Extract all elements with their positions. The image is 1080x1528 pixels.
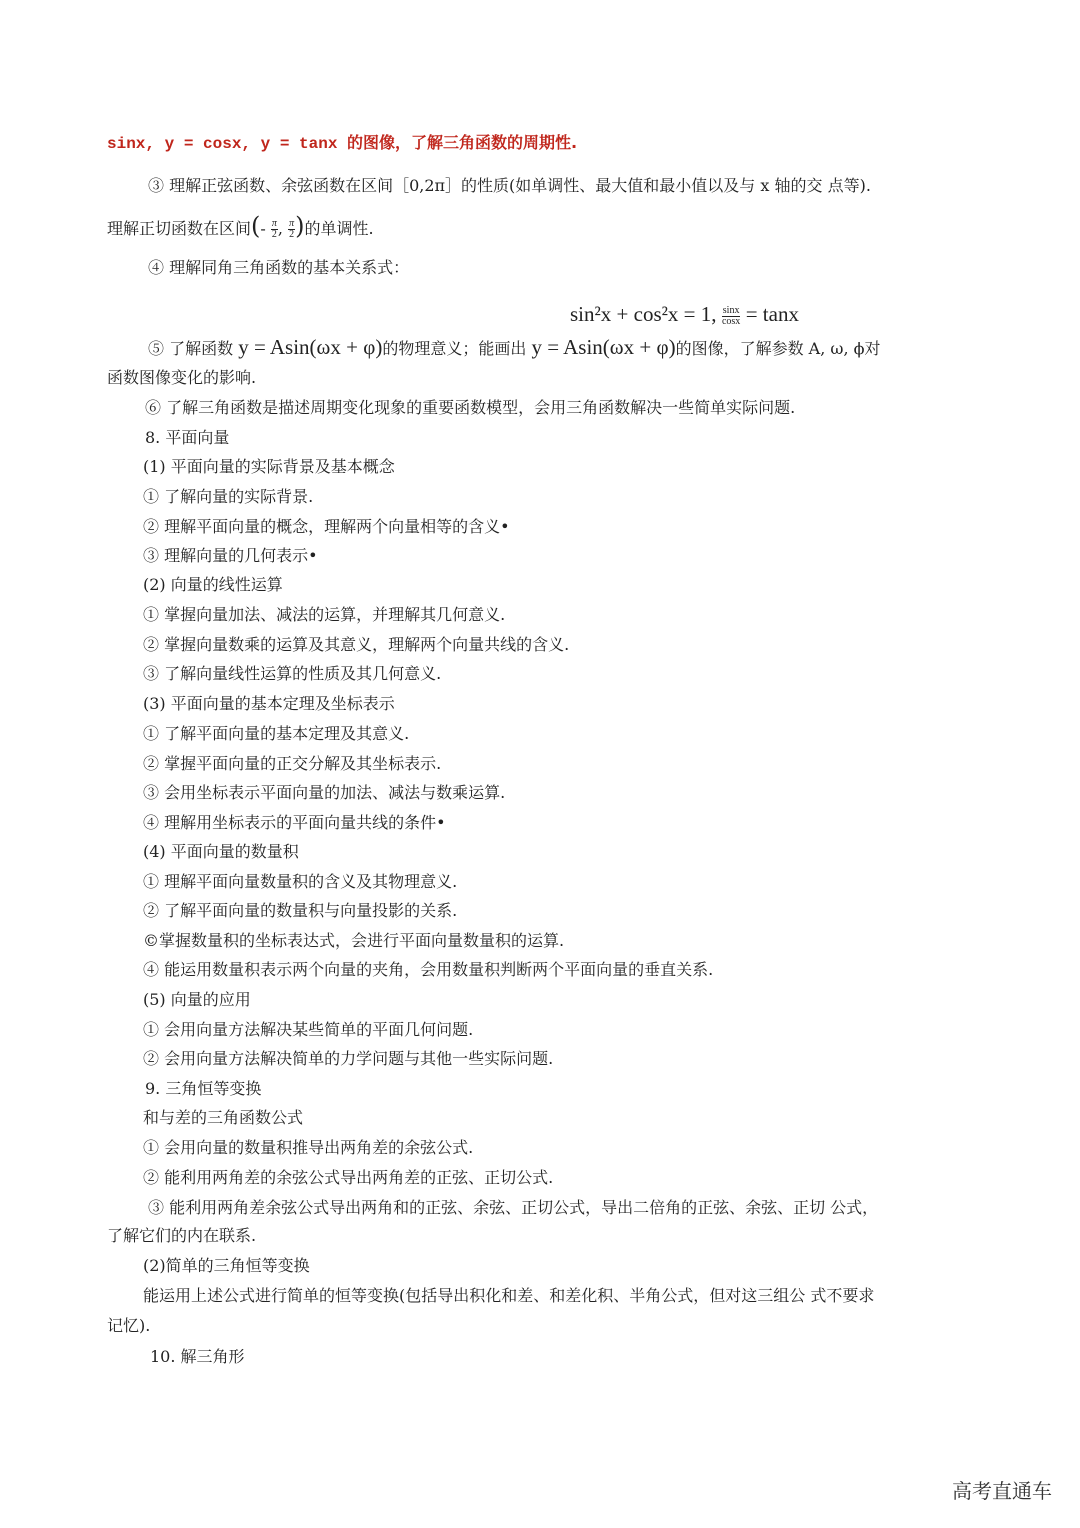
- red-line: [107, 133, 577, 154]
- text-line: ① 了解平面向量的基本定理及其意义.: [143, 724, 410, 743]
- line-3b-pre: 理解正切函数在区间: [107, 219, 252, 238]
- text-line: ©掌握数量积的坐标表达式，会进行平面向量数量积的运算.: [143, 931, 565, 950]
- red-line-math: sinx, y = cosx, y = tanx: [107, 135, 338, 153]
- line-5b: 函数图像变化的影响.: [107, 368, 257, 387]
- section-heading: 10. 解三角形: [150, 1347, 245, 1366]
- text-line: ① 会用向量方法解决某些简单的平面几何问题.: [143, 1020, 474, 1039]
- line-4: ④ 理解同角三角函数的基本关系式：: [148, 258, 410, 277]
- text-line: ③ 会用坐标表示平面向量的加法、减法与数乘运算.: [143, 783, 506, 802]
- text-line: ⑥ 了解三角函数是描述周期变化现象的重要函数模型，会用三角函数解决一些简单实际问题.: [145, 398, 796, 417]
- line-5-post: 的图像，了解参数 A, ω, ϕ对: [675, 339, 881, 358]
- line-3b-post: 的单调性.: [304, 219, 374, 238]
- text-line: ③ 能利用两角差余弦公式导出两角和的正弦、余弦、正切公式，导出二倍角的正弦、余弦、正切 公式，: [148, 1198, 879, 1217]
- text-line: ② 掌握向量数乘的运算及其意义，理解两个向量共线的含义.: [143, 635, 570, 654]
- text-line: ② 了解平面向量的数量积与向量投影的关系.: [143, 901, 458, 920]
- identity-part1: sin²x + cos²x = 1,: [570, 302, 717, 326]
- line-3b: 理解正切函数在区间(- $\frac{\pi}{2}$ , $\frac{\pi}{2}$ )的单调性.: [107, 212, 374, 240]
- fraction-pi-2b: $\frac{\pi}{2}$: [289, 218, 295, 240]
- section-heading: 8. 平面向量: [145, 428, 230, 447]
- text-line: ③ 了解向量线性运算的性质及其几何意义.: [143, 664, 442, 683]
- subsection-heading: (2)简单的三角恒等变换: [143, 1256, 310, 1275]
- text-line: 能运用上述公式进行简单的恒等变换(包括导出积化和差、和差化积、半角公式，但对这三组公 式不要求: [143, 1286, 875, 1305]
- watermark-footer: 高考直通车: [952, 1479, 1052, 1503]
- formula-sinusoid-2: y = Asin(ωx + φ): [531, 335, 676, 359]
- text-line: ② 能利用两角差的余弦公式导出两角差的正弦、正切公式.: [143, 1168, 554, 1187]
- identity-part2: = tanx: [745, 302, 799, 326]
- text-line: ① 掌握向量加法、减法的运算，并理解其几何意义.: [143, 605, 506, 624]
- text-line: ② 理解平面向量的概念，理解两个向量相等的含义•: [143, 517, 510, 536]
- line-3a: ③ 理解正弦函数、余弦函数在区间［0,2π］的性质(如单调性、最大值和最小值以及与 x 轴的交 点等).: [148, 176, 871, 195]
- fraction-sin-cos: $\frac{\sin x}{\cos x}$: [721, 304, 741, 327]
- fraction-pi-2a: $\frac{\pi}{2}$: [271, 218, 277, 240]
- text-line: 记忆).: [107, 1316, 151, 1335]
- subsection-heading: (5) 向量的应用: [143, 990, 251, 1009]
- identity-formula: [570, 304, 799, 327]
- text-line: ① 会用向量的数量积推导出两角差的余弦公式.: [143, 1138, 474, 1157]
- text-line: ② 会用向量方法解决简单的力学问题与其他一些实际问题.: [143, 1049, 554, 1068]
- subsection-heading: (1) 平面向量的实际背景及基本概念: [143, 457, 395, 476]
- text-line: ③ 理解向量的几何表示•: [143, 546, 318, 565]
- text-line: ① 了解向量的实际背景.: [143, 487, 314, 506]
- section-heading: 9. 三角恒等变换: [145, 1079, 262, 1098]
- line-5: [148, 337, 881, 359]
- text-line: ④ 理解用坐标表示的平面向量共线的条件•: [143, 813, 446, 832]
- subsection-heading: (2) 向量的线性运算: [143, 575, 283, 594]
- subsection-heading: 和与差的三角函数公式: [143, 1108, 304, 1127]
- line-5-pre: ⑤ 了解函数: [148, 339, 234, 358]
- text-line: ① 理解平面向量数量积的含义及其物理意义.: [143, 872, 458, 891]
- text-line: ② 掌握平面向量的正交分解及其坐标表示.: [143, 754, 442, 773]
- line-5-mid: 的物理意义；能画出: [382, 339, 527, 358]
- red-line-text: 的图像，了解三角函数的周期性.: [347, 133, 578, 152]
- formula-sinusoid-1: y = Asin(ωx + φ): [238, 335, 383, 359]
- text-line: ④ 能运用数量积表示两个向量的夹角，会用数量积判断两个平面向量的垂直关系.: [143, 960, 714, 979]
- text-line: 了解它们的内在联系.: [107, 1226, 257, 1245]
- subsection-heading: (4) 平面向量的数量积: [143, 842, 299, 861]
- minus-sign: -: [260, 219, 266, 238]
- subsection-heading: (3) 平面向量的基本定理及坐标表示: [143, 694, 395, 713]
